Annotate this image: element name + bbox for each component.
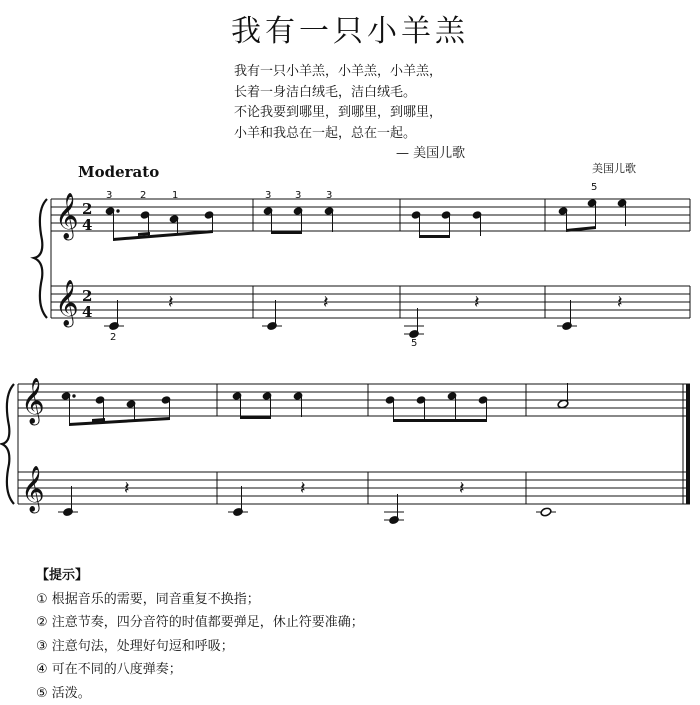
quarter-rest-icon: 𝄽 (474, 292, 480, 313)
tip-item: ③ 注意句法，处理好句逗和呼吸； (36, 635, 364, 659)
fingering-number: 1 (172, 190, 178, 201)
tip-item: ① 根据音乐的需要，同音重复不换指； (36, 588, 364, 612)
fingering-number: 3 (326, 190, 332, 201)
tips-section (36, 564, 364, 705)
quarter-rest-icon: 𝄽 (168, 292, 174, 313)
tempo-marking: Moderato (78, 163, 159, 181)
treble-clef-icon: 𝄞 (21, 378, 45, 426)
composer-credit: 美国儿歌 (592, 160, 636, 176)
fingering-number: 3 (265, 190, 271, 201)
grand-staff-brace (2, 384, 14, 504)
fingering-number: 5 (411, 338, 417, 349)
quarter-rest-icon: 𝄽 (617, 292, 623, 313)
note-head (540, 507, 552, 517)
fingering-number: 2 (110, 332, 116, 343)
lyrics-source: — 美国儿歌 (396, 144, 534, 165)
time-signature-bottom: 4 (82, 303, 92, 321)
beam (271, 231, 302, 234)
treble-clef-icon: 𝄞 (21, 466, 45, 514)
tip-item: ⑤ 活泼。 (36, 682, 364, 705)
tip-item: ② 注意节奏，四分音符的时值都要弹足，休止符要准确； (36, 611, 364, 635)
fingering-number: 3 (106, 190, 112, 201)
beam (240, 416, 271, 419)
lyrics-line: 不论我要到哪里，到哪里，到哪里， (234, 103, 534, 124)
lyrics-line: 小羊和我总在一起，总在一起。 (234, 124, 534, 145)
lyrics-line: 我有一只小羊羔，小羊羔，小羊羔， (234, 62, 534, 83)
fingering-number: 5 (591, 182, 597, 193)
augmentation-dot (73, 395, 75, 397)
quarter-rest-icon: 𝄽 (300, 478, 306, 499)
beam (113, 230, 213, 241)
treble-clef-icon: 𝄞 (55, 193, 79, 241)
time-signature-top: 2 (82, 287, 92, 305)
fingering-number: 2 (140, 190, 146, 201)
time-signature-bottom: 4 (82, 216, 92, 234)
beam (393, 419, 487, 422)
lyrics-line: 长着一身洁白绒毛，洁白绒毛。 (234, 83, 534, 104)
beam (69, 417, 170, 426)
fingering-number: 3 (295, 190, 301, 201)
quarter-rest-icon: 𝄽 (124, 478, 130, 499)
song-title: 我有一只小羊羔 (0, 6, 700, 50)
time-signature-top: 2 (82, 200, 92, 218)
beam (419, 235, 450, 238)
quarter-rest-icon: 𝄽 (323, 292, 329, 313)
grand-staff-brace (34, 199, 47, 318)
treble-clef-icon: 𝄞 (55, 280, 79, 328)
tips-heading: 【提示】 (36, 564, 364, 588)
quarter-rest-icon: 𝄽 (459, 478, 465, 499)
augmentation-dot (117, 210, 119, 212)
tip-item: ④ 可在不同的八度弹奏； (36, 658, 364, 682)
